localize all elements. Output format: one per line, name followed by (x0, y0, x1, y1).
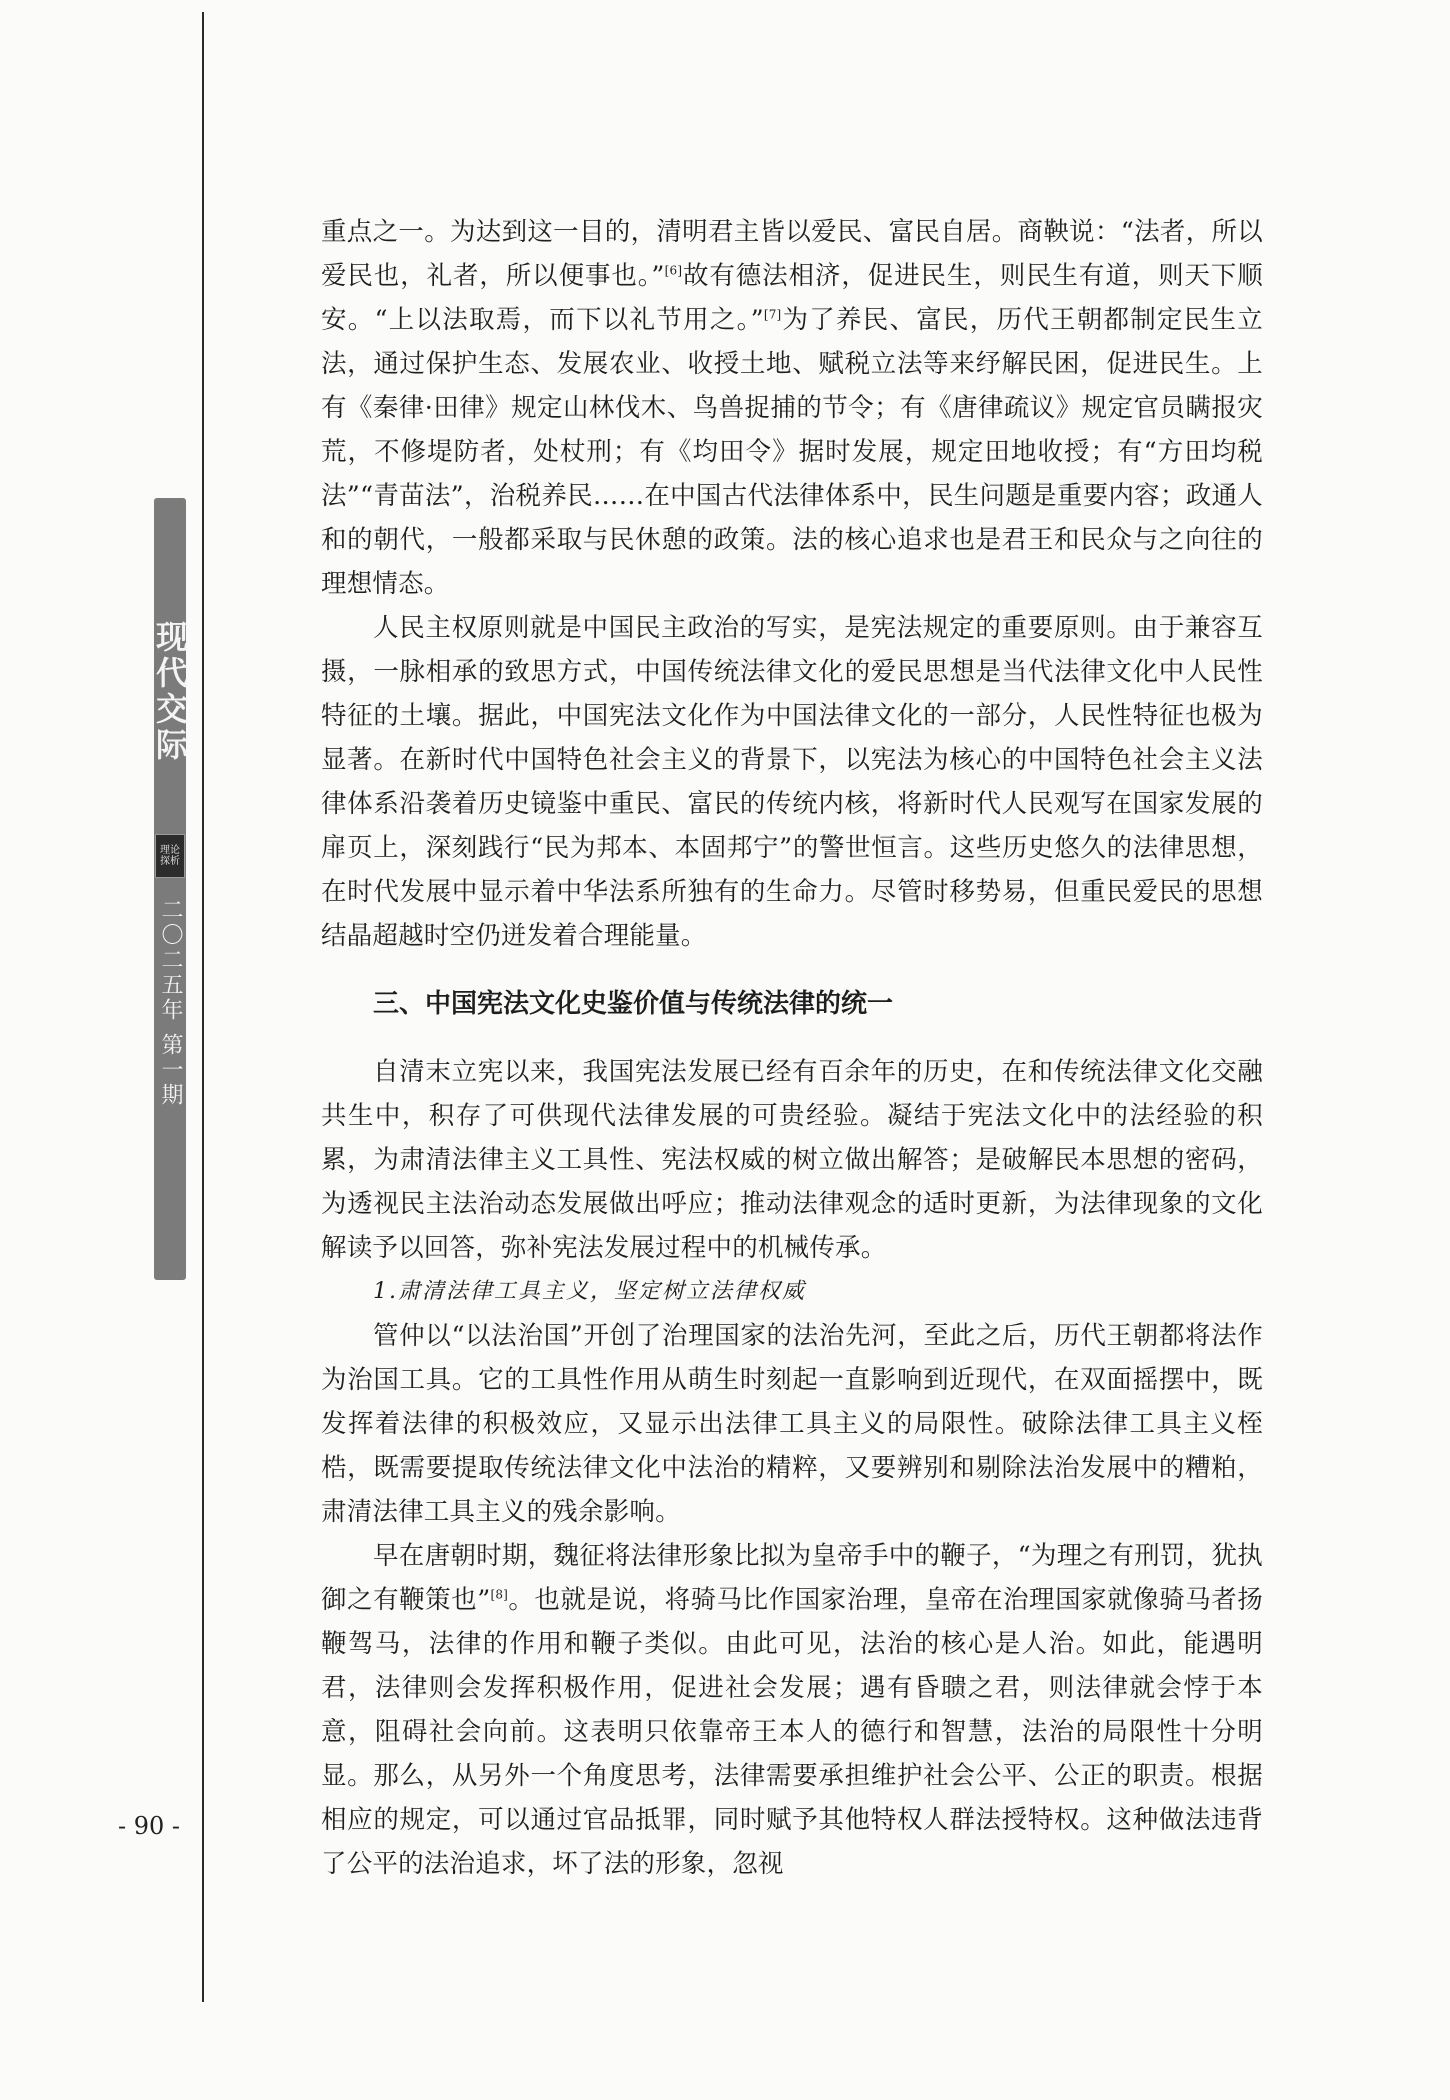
citation-7: [7] (763, 307, 782, 322)
section-heading: 三、中国宪法文化史鉴价值与传统法律的统一 (373, 989, 894, 1019)
section-tag-line-1: 理论 (160, 845, 180, 856)
margin-rule (202, 12, 204, 2002)
paragraph-2: 人民主权原则就是中国民主政治的写实，是宪法规定的重要原则。由于兼容互摄，一脉相承的致思方式，中国传统法律文化的爱民思想是当代法律文化中人民性特征的土壤。据此，中国宪法文化作为中国法律文化的一部分，人民性特征也极为显著。在新时代中国特色社会主义的背景下，以宪法为核心的中国特色社会主义法律体系沿袭着历史镜鉴中重民、富民的传统内核，将新时代人民观写在国家发展的扉页上，深刻践行“民为邦本、本固邦宁”的警世恒言。这些历史悠久的法律思想，在时代发展中显示着中华法系所独有的生命力。尽管时移势易，但重民爱民的思想结晶超越时空仍迸发着合理能量。 (321, 613, 1263, 951)
page-number: - 90 - (118, 1812, 181, 1840)
paragraph-4: 管仲以“以法治国”开创了治理国家的法治先河，至此之后，历代王朝都将法作为治国工具。它的工具性作用从萌生时刻起一直影响到近现代，在双面摇摆中，既发挥着法律的积极效应，又显示出法律工具主义的局限性。破除法律工具主义桎梏，既需要提取传统法律文化中法治的精粹，又要辨别和剔除法治发展中的糟粕，肃清法律工具主义的残余影响。 (321, 1321, 1263, 1527)
subheading-1: 1.肃清法律工具主义，坚定树立法律权威 (373, 1279, 806, 1304)
journal-sidebar (151, 498, 189, 1280)
issue-label: 二〇二五年 第一期 (158, 898, 183, 1108)
section-tag-line-2: 探析 (160, 856, 180, 867)
citation-6: [6] (664, 263, 683, 278)
paragraph-1: 重点之一。为达到这一目的，清明君主皆以爱民、富民自居。商鞅说：“法者，所以爱民也，礼者，所以便事也。”[6]故有德法相济，促进民生，则民生有道，则天下顺安。“上以法取焉，而下以礼节用之。”[7]为了养民、富民，历代王朝都制定民生立法，通过保护生态、发展农业、收授土地、赋税立法等来纾解民困，促进民生。上有《秦律·田律》规定山林伐木、鸟兽捉捕的节令；有《唐律疏议》规定官员瞒报灾荒，不修堤防者，处杖刑；有《均田令》据时发展，规定田地收授；有“方田均税法”“青苗法”，治税养民……在中国古代法律体系中，民生问题是重要内容；政通人和的朝代，一般都采取与民休憩的政策。法的核心追求也是君王和民众与之向往的理想情态。 (321, 217, 1263, 599)
journal-name: 现代交际 (151, 620, 189, 764)
article-body (321, 210, 1263, 1886)
section-tag (155, 834, 185, 878)
paragraph-3: 自清末立宪以来，我国宪法发展已经有百余年的历史，在和传统法律文化交融共生中，积存了可供现代法律发展的可贵经验。凝结于宪法文化中的法经验的积累，为肃清法律主义工具性、宪法权威的树立做出解答；是破解民本思想的密码，为透视民主法治动态发展做出呼应；推动法律观念的适时更新，为法律现象的文化解读予以回答，弥补宪法发展过程中的机械传承。 (321, 1057, 1263, 1263)
paragraph-5: 早在唐朝时期，魏征将法律形象比拟为皇帝手中的鞭子，“为理之有刑罚，犹执御之有鞭策也”[8]。也就是说，将骑马比作国家治理，皇帝在治理国家就像骑马者扬鞭驾马，法律的作用和鞭子类似。由此可见，法治的核心是人治。如此，能遇明君，法律则会发挥积极作用，促进社会发展；遇有昏聩之君，则法律就会悖于本意，阻碍社会向前。这表明只依靠帝王本人的德行和智慧，法治的局限性十分明显。那么，从另外一个角度思考，法律需要承担维护社会公平、公正的职责。根据相应的规定，可以通过官品抵罪，同时赋予其他特权人群法授特权。这种做法违背了公平的法治追求，坏了法的形象，忽视 (321, 1541, 1263, 1879)
citation-8: [8] (490, 1587, 509, 1602)
